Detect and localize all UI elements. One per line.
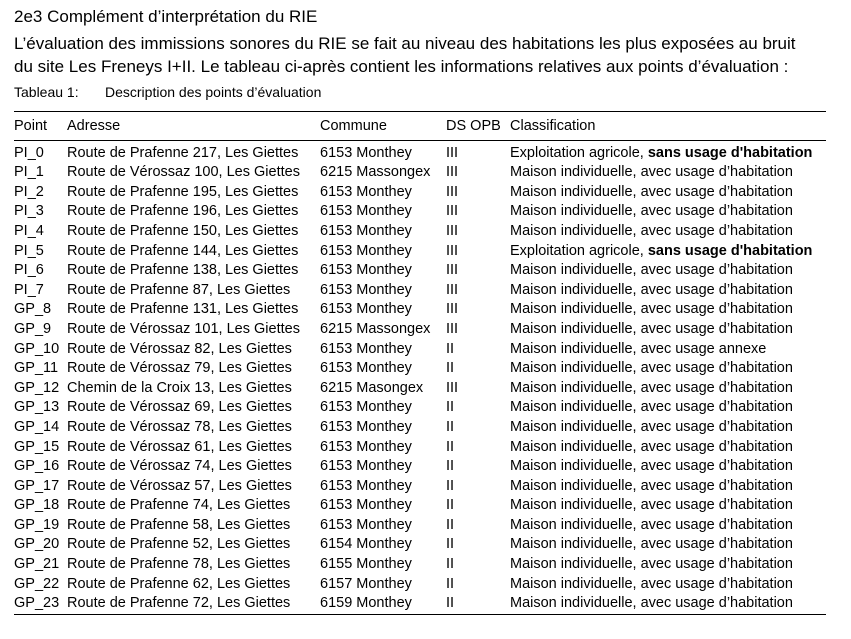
table-row [14, 320, 826, 340]
classification-text: Maison individuelle, avec usage d’habitation [510, 438, 793, 455]
classification-text: Maison individuelle, avec usage d’habitation [510, 379, 793, 396]
classification-text: Maison individuelle, avec usage d’habitation [510, 320, 793, 337]
cell-address: Route de Prafenne 62, Les Giettes [67, 575, 291, 592]
cell-address: Route de Vérossaz 61, Les Giettes [67, 438, 292, 455]
cell-classification [510, 300, 826, 320]
cell-point: PI_0 [14, 144, 44, 161]
cell-commune: 6153 Monthey [320, 301, 412, 318]
cell-point: PI_6 [14, 262, 44, 279]
classification-text: Maison individuelle, avec usage d’habitation [510, 458, 793, 475]
cell-classification [510, 398, 826, 418]
table-row [14, 281, 826, 301]
cell-point: GP_10 [14, 340, 60, 357]
table-row [14, 202, 826, 222]
cell-commune: 6155 Monthey [320, 556, 412, 573]
cell-ds-opb: II [446, 516, 455, 533]
table-row [14, 140, 826, 163]
cell-ds-opb: II [446, 497, 455, 514]
cell-commune: 6157 Monthey [320, 575, 412, 592]
table-caption-label: Tableau 1: [14, 84, 79, 100]
table-row [14, 163, 826, 183]
cell-address: Route de Prafenne 131, Les Giettes [67, 301, 299, 318]
cell-point: PI_5 [14, 242, 44, 259]
cell-point: GP_8 [14, 301, 52, 318]
cell-point: GP_11 [14, 360, 59, 377]
classification-text: Exploitation agricole, [510, 242, 648, 259]
table-row [14, 418, 826, 438]
intro-paragraph [14, 32, 844, 78]
cell-point: GP_16 [14, 458, 60, 475]
cell-commune: 6153 Monthey [320, 360, 412, 377]
cell-ds-opb: II [446, 418, 455, 435]
cell-ds-opb: II [446, 594, 510, 614]
cell-commune: 6153 Monthey [320, 222, 412, 239]
cell-address: Route de Vérossaz 101, Les Giettes [67, 320, 300, 337]
table-header-row [14, 117, 826, 140]
cell-classification [510, 535, 826, 555]
cell-classification [510, 575, 826, 595]
intro-line-2: du site Les Freneys I+II. Le tableau ci-après contient les informations relatives aux points d’évaluation : [14, 57, 789, 76]
cell-ds-opb: II [446, 360, 455, 377]
table-row [14, 555, 826, 575]
cell-classification [510, 340, 826, 360]
cell-classification [510, 320, 826, 340]
cell-point: GP_19 [14, 516, 60, 533]
table-row [14, 594, 826, 614]
classification-text: Maison individuelle, avec usage d’habitation [510, 556, 793, 573]
cell-commune: 6153 Monthey [320, 203, 412, 220]
cell-point: GP_23 [14, 594, 67, 614]
cell-commune: 6215 Massongex [320, 320, 431, 337]
header-address: Adresse [67, 117, 320, 140]
cell-address: Route de Vérossaz 69, Les Giettes [67, 399, 292, 416]
cell-classification [510, 183, 826, 203]
classification-text: Maison individuelle, avec usage d’habitation [510, 164, 793, 181]
table-row [14, 438, 826, 458]
cell-ds-opb: III [446, 203, 459, 220]
cell-ds-opb: III [446, 262, 459, 279]
cell-ds-opb: III [446, 281, 459, 298]
cell-point: PI_1 [14, 164, 44, 181]
classification-text: Maison individuelle, avec usage d’habitation [510, 595, 793, 612]
cell-address: Route de Vérossaz 82, Les Giettes [67, 340, 292, 357]
table-row [14, 516, 826, 536]
cell-address: Route de Vérossaz 78, Les Giettes [67, 418, 292, 435]
cell-ds-opb: III [446, 144, 459, 161]
table-row [14, 222, 826, 242]
cell-ds-opb: III [446, 242, 459, 259]
table-row [14, 340, 826, 360]
cell-point: PI_7 [14, 281, 44, 298]
classification-text: Maison individuelle, avec usage d’habitation [510, 516, 793, 533]
cell-commune: 6153 Monthey [320, 516, 412, 533]
table-row [14, 398, 826, 418]
cell-commune: 6215 Masongex [320, 379, 424, 396]
classification-text: Maison individuelle, avec usage d’habitation [510, 301, 793, 318]
cell-ds-opb: II [446, 477, 455, 494]
cell-classification [510, 418, 826, 438]
cell-point: GP_17 [14, 477, 60, 494]
cell-ds-opb: II [446, 556, 455, 573]
cell-address: Route de Prafenne 78, Les Giettes [67, 556, 291, 573]
cell-point: GP_15 [14, 438, 60, 455]
cell-point: GP_18 [14, 497, 60, 514]
table-row [14, 496, 826, 516]
cell-address: Route de Prafenne 217, Les Giettes [67, 144, 299, 161]
classification-text: Maison individuelle, avec usage d’habitation [510, 575, 793, 592]
cell-ds-opb: III [446, 301, 459, 318]
cell-commune: 6154 Monthey [320, 536, 412, 553]
table-row [14, 261, 826, 281]
cell-point: GP_12 [14, 379, 60, 396]
table-row [14, 359, 826, 379]
cell-address: Route de Vérossaz 57, Les Giettes [67, 477, 292, 494]
classification-text: Maison individuelle, avec usage d’habitation [510, 418, 793, 435]
cell-ds-opb: II [446, 575, 455, 592]
cell-classification [510, 242, 826, 262]
cell-ds-opb: II [446, 399, 455, 416]
cell-commune: 6153 Monthey [320, 242, 412, 259]
cell-commune: 6153 Monthey [320, 477, 412, 494]
cell-ds-opb: III [446, 222, 459, 239]
cell-address: Route de Prafenne 150, Les Giettes [67, 222, 299, 239]
cell-commune: 6153 Monthey [320, 399, 412, 416]
classification-emphasis: sans usage d'habitation [647, 242, 813, 259]
table-row [14, 183, 826, 203]
table-row [14, 300, 826, 320]
cell-classification [510, 516, 826, 536]
cell-ds-opb: III [446, 320, 459, 337]
cell-classification [510, 496, 826, 516]
cell-address: Route de Prafenne 196, Les Giettes [67, 203, 299, 220]
header-commune: Commune [320, 117, 446, 140]
classification-text: Maison individuelle, avec usage d’habitation [510, 497, 793, 514]
cell-commune: 6153 Monthey [320, 438, 412, 455]
cell-address: Route de Vérossaz 79, Les Giettes [67, 360, 292, 377]
cell-ds-opb: II [446, 536, 455, 553]
classification-text: Maison individuelle, avec usage d’habitation [510, 203, 793, 220]
cell-point: GP_14 [14, 418, 60, 435]
cell-address: Route de Prafenne 52, Les Giettes [67, 536, 291, 553]
cell-address: Chemin de la Croix 13, Les Giettes [67, 379, 292, 396]
cell-ds-opb: II [446, 438, 455, 455]
header-point: Point [14, 117, 67, 140]
cell-point: PI_2 [14, 183, 44, 200]
classification-text: Maison individuelle, avec usage d’habitation [510, 360, 793, 377]
table-row [14, 535, 826, 555]
cell-address: Route de Vérossaz 100, Les Giettes [67, 164, 300, 181]
cell-point: GP_20 [14, 536, 60, 553]
header-classification: Classification [510, 117, 826, 140]
cell-address: Route de Prafenne 195, Les Giettes [67, 183, 299, 200]
cell-ds-opb: II [446, 458, 455, 475]
cell-address: Route de Prafenne 72, Les Giettes [67, 594, 320, 614]
cell-address: Route de Prafenne 58, Les Giettes [67, 516, 291, 533]
cell-point: GP_22 [14, 575, 60, 592]
cell-address: Route de Prafenne 138, Les Giettes [67, 262, 299, 279]
cell-classification [510, 438, 826, 458]
table-row [14, 575, 826, 595]
table-caption-text: Description des points d’évaluation [105, 84, 322, 100]
classification-text: Maison individuelle, avec usage d’habitation [510, 222, 793, 239]
table-top-rule [14, 111, 826, 112]
cell-classification [510, 222, 826, 242]
classification-text: Maison individuelle, avec usage d’habitation [510, 262, 793, 279]
cell-classification [510, 379, 826, 399]
cell-address: Route de Vérossaz 74, Les Giettes [67, 458, 292, 475]
cell-commune: 6153 Monthey [320, 458, 412, 475]
table-row [14, 457, 826, 477]
cell-ds-opb: III [446, 379, 459, 396]
cell-classification [510, 594, 826, 614]
cell-point: GP_9 [14, 320, 52, 337]
cell-address: Route de Prafenne 144, Les Giettes [67, 242, 299, 259]
table-caption [14, 83, 321, 101]
classification-text: Maison individuelle, avec usage d’habitation [510, 399, 793, 416]
cell-ds-opb: II [446, 340, 455, 357]
cell-point: PI_3 [14, 203, 44, 220]
cell-point: PI_4 [14, 222, 44, 239]
cell-point: GP_13 [14, 399, 60, 416]
cell-ds-opb: III [446, 183, 459, 200]
section-heading: 2e3 Complément d’interprétation du RIE [14, 7, 318, 26]
evaluation-points-table [14, 117, 826, 615]
cell-classification [510, 477, 826, 497]
cell-classification [510, 140, 826, 163]
cell-address: Route de Prafenne 87, Les Giettes [67, 281, 291, 298]
cell-commune: 6153 Monthey [320, 418, 412, 435]
table-row [14, 379, 826, 399]
cell-ds-opb: III [446, 164, 459, 181]
table-row [14, 477, 826, 497]
cell-commune: 6153 Monthey [320, 183, 412, 200]
header-ds-opb: DS OPB [446, 117, 510, 140]
cell-classification [510, 202, 826, 222]
cell-classification [510, 163, 826, 183]
cell-address: Route de Prafenne 74, Les Giettes [67, 497, 291, 514]
cell-commune: 6153 Monthey [320, 340, 412, 357]
cell-commune: 6215 Massongex [320, 164, 431, 181]
cell-classification [510, 457, 826, 477]
table-row [14, 242, 826, 262]
classification-text: Exploitation agricole, [510, 144, 648, 161]
cell-point: GP_21 [14, 556, 60, 573]
cell-commune: 6153 Monthey [320, 144, 412, 161]
intro-line-1: L’évaluation des immissions sonores du RIE se fait au niveau des habitations les plus exposées au bruit [14, 34, 796, 53]
cell-classification [510, 281, 826, 301]
cell-commune: 6153 Monthey [320, 262, 412, 279]
table-body [14, 140, 826, 614]
classification-text: Maison individuelle, avec usage d’habitation [510, 281, 793, 298]
classification-emphasis: sans usage d'habitation [647, 144, 813, 161]
classification-text: Maison individuelle, avec usage d’habitation [510, 477, 793, 494]
cell-commune: 6159 Monthey [320, 594, 446, 614]
cell-commune: 6153 Monthey [320, 497, 412, 514]
cell-classification [510, 261, 826, 281]
cell-commune: 6153 Monthey [320, 281, 412, 298]
classification-text: Maison individuelle, avec usage annexe [510, 340, 767, 357]
classification-text: Maison individuelle, avec usage d’habitation [510, 536, 793, 553]
cell-classification [510, 555, 826, 575]
classification-text: Maison individuelle, avec usage d’habitation [510, 183, 793, 200]
cell-classification [510, 359, 826, 379]
